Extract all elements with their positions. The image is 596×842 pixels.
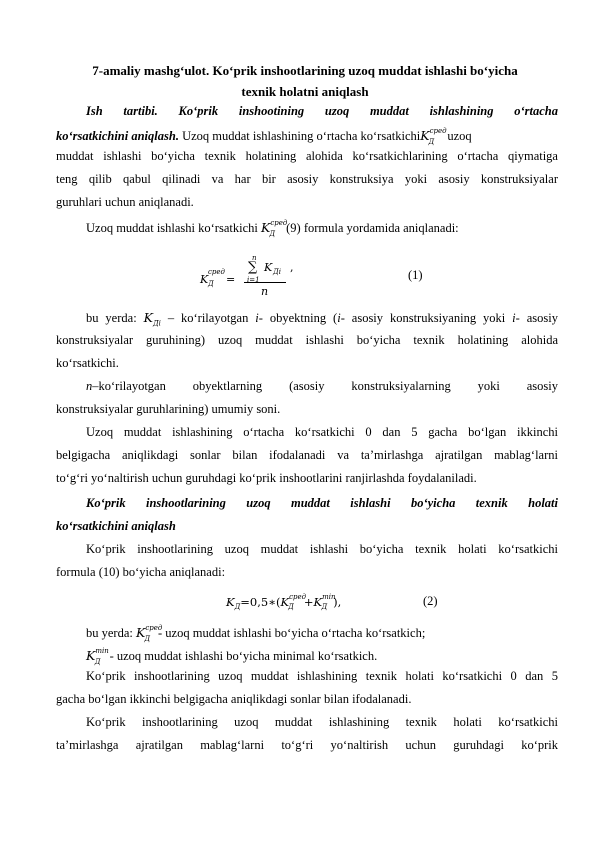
title-line-2: texnik holatni aniqlash	[241, 84, 369, 99]
p3-line-2: konstruksiyalar guruhining) uzoq muddat ishlashi bo‘yicha texnik holatining alohida	[56, 333, 558, 347]
equation-number-1: (1)	[408, 268, 423, 282]
p3-line-3: ko‘rsatkichi.	[56, 356, 119, 370]
symbol-k-sred: $K^{сред}_Д$	[420, 127, 447, 146]
p8-line: $K^{min}_Д$ - uzoq muddat ishlashi bo‘yicha minimal ko‘rsatkich.	[86, 647, 378, 666]
formula-1: K сред Д = n ∑ i=1 K Дi , n	[200, 254, 294, 298]
p1-line-4: teng qilib qabul qilinadi va har bir asosiy konstruksiya yoki asosiy konstruksiyalar	[56, 172, 558, 186]
equation-number-2: (2)	[423, 594, 438, 608]
p1-bold-lead: ko‘rsatkichini aniqlash.	[56, 129, 179, 144]
p4-line-1: n–ko‘rilayotgan obyektlarning (asosiy konstruksiyalarning yoki asosiy	[86, 379, 558, 393]
p5-line-2: belgigacha aniqlikdagi sonlar bilan ifodalanadi va ta’mirlashga ajratilgan mablag‘larni	[56, 448, 558, 462]
p1-line-1: Ish tartibi. Ko‘prik inshootining uzoq muddat ishlashining o‘rtacha	[86, 104, 558, 118]
p1-text: Uzoq muddat ishlashining o‘rtacha ko‘rsatkichi	[178, 129, 421, 144]
p6-line-1: Ko‘prik inshootlarining uzoq muddat ishlashi bo‘yicha texnik holati ko‘rsatkichi	[86, 542, 558, 556]
symbol-k-min: $K^{min}_Д$	[86, 647, 109, 666]
p1-line-2: ko‘rsatkichini aniqlash. Uzoq muddat ishlashining o‘rtacha ko‘rsatkichiK$^{сред}_Д$ uzoq	[56, 127, 472, 146]
p5-line-3: to‘g‘ri yo‘naltirish uchun guruhdagi ko‘prik inshootlarini ranjirlashda foydalaniladi.	[56, 471, 477, 485]
p3-line-1: bu yerda: $K_{Дi}$ – ko‘rilayotgan i- obyektning (i- asosiy konstruksiyaning yoki i- asosiy	[86, 310, 559, 328]
title-line-1: 7-amaliy mashg‘ulot. Ko‘prik inshootlarining uzoq muddat ishlashi bo‘yicha	[92, 63, 518, 78]
p10-line-2: ta’mirlashga ajratilgan mablag‘larni to‘g‘ri yo‘naltirish uchun guruhdagi ko‘prik	[56, 738, 558, 752]
symbol-k-sred-3: $K^{сред}_Д$	[135, 624, 163, 643]
p1-line-5: guruhlari uchun aniqlanadi.	[56, 195, 194, 209]
p1-line-3: muddat ishlashi bo‘yicha texnik holatining alohida ko‘rsatkichlarining o‘rtacha qiymatiga	[56, 149, 558, 163]
p2-line: Uzoq muddat ishlashi ko‘rsatkichi $K^{сред}_Д$ (9) formula yordamida aniqlanadi:	[86, 219, 459, 238]
fraction-bar	[244, 282, 286, 283]
p7-line: bu yerda: $K^{сред}_Д$ - uzoq muddat ishlashi bo‘yicha o‘rtacha ko‘rsatkich;	[86, 624, 426, 643]
p9-line-2: gacha bo‘lgan ikkinchi belgigacha aniqlikdagi sonlar bilan ifodalanadi.	[56, 692, 412, 706]
sum-sign: ∑	[248, 260, 258, 275]
p10-line-1: Ko‘prik inshootlarining uzoq muddat ishlashining texnik holati ko‘rsatkichi	[86, 715, 558, 729]
p5-line-1: Uzoq muddat ishlashining o‘rtacha ko‘rsatkichi 0 dan 5 gacha bo‘lgan ikkinchi	[86, 425, 558, 439]
p9-line-1: Ko‘prik inshootlarining uzoq muddat ishlashining texnik holati ko‘rsatkichi 0 dan 5	[86, 669, 558, 683]
symbol-k-sred-2: $K^{сред}_Д$	[260, 219, 288, 238]
p4-line-2: konstruksiyalar guruhlarining) umumiy soni.	[56, 402, 281, 416]
p6-line-2: formula (10) bo‘yicha aniqlanadi:	[56, 565, 226, 579]
section-heading-line-1: Ko‘prik inshootlarining uzoq muddat ishlashi bo‘yicha texnik holati	[86, 496, 558, 510]
symbol-k-di: $K_{Дi}$	[143, 310, 161, 328]
section-heading-line-2: ko‘rsatkichini aniqlash	[56, 519, 176, 533]
formula-2: $K_Д=0,5∗(K^{сред}_Д +K^{min}_Д$ ),	[226, 593, 342, 612]
page-title	[60, 60, 550, 102]
